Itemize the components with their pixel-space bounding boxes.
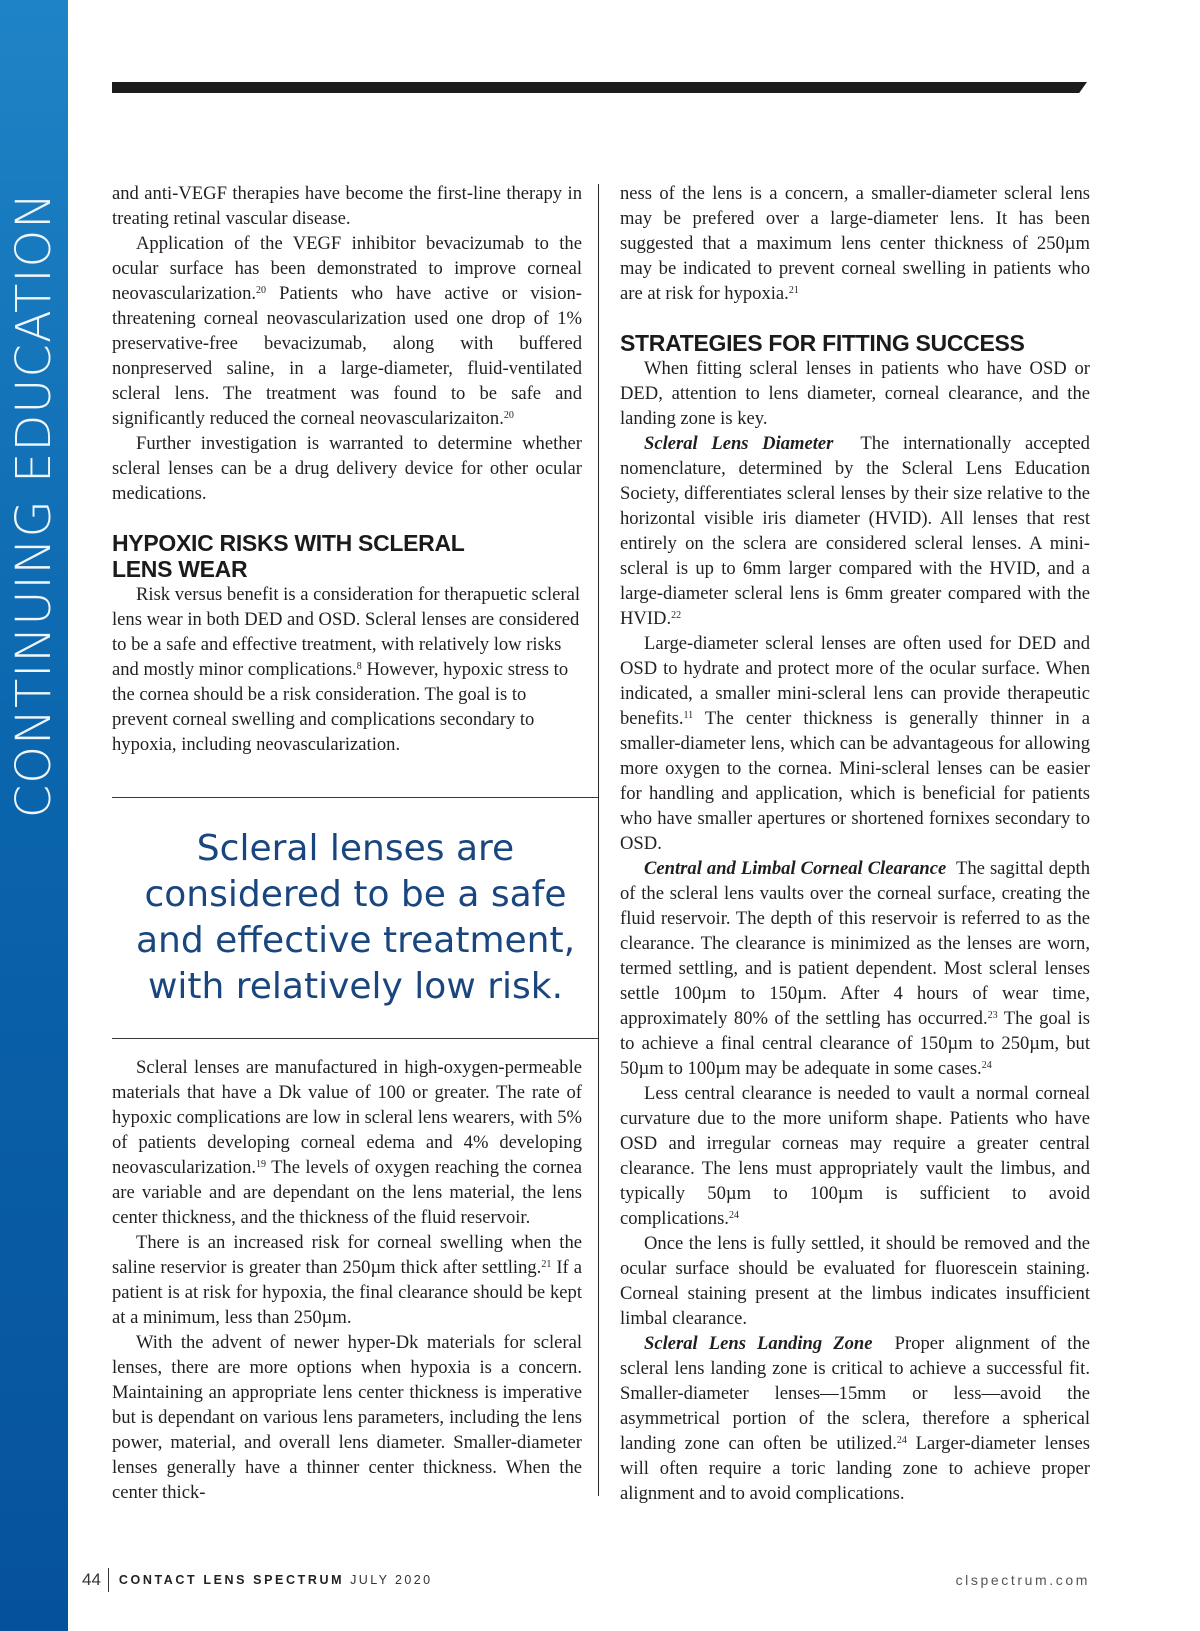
- citation: 24: [728, 1210, 739, 1221]
- footer-folio: [82, 1565, 432, 1595]
- citation: 22: [671, 610, 682, 621]
- text-run: The goal is to achieve a final central clearance of 150µm to 250µm, but 50µm to 100µm may be adequate in some cases.: [620, 1008, 1090, 1079]
- paragraph: [620, 1231, 1090, 1331]
- section-heading: HYPOXIC RISKS WITH SCLERAL LENS WEAR: [112, 530, 465, 582]
- text-run: ness of the lens is a concern, a smaller-diameter scleral lens may be prefered over a large-diameter lens. It has been suggested that a maximum lens center thickness of 250µm may be indicated to prevent corneal swelling in patients who are at risk for hypoxia.: [620, 183, 1090, 304]
- text-run: Patients who have active or vision-threatening corneal neovascularization used one drop of 1% preservative-free bevacizumab, along with buffered nonpreserved saline, in a large-diameter, fluid-ventilated scleral lens. The treatment was found to be safe and significantly reduced the corneal neovascularizaiton.: [112, 283, 582, 429]
- page-number: 44: [82, 1570, 101, 1589]
- publication-name: CONTACT LENS SPECTRUM: [118, 1573, 345, 1587]
- paragraph: [620, 356, 1090, 431]
- text-run: The sagittal depth of the scleral lens vaults over the corneal surface, creating the fluid reservoir. The depth of this reservoir is referred to as the clearance. The clearance is minimized as the lenses are worn, termed settling, and is patient dependent. Most scleral lenses settle 100µm to 150µm. After 4 hours of wear time, approximately 80% of the settling has occurred.: [620, 858, 1090, 1029]
- column-divider: [598, 184, 599, 1496]
- text-run: Proper alignment of the scleral lens landing zone is critical to achieve a successful fit. Smaller-diameter lenses—15mm or less—avoid the asymmetrical portion of the sclera, therefore a spherical landing zone can often be utilized.: [620, 1333, 1091, 1454]
- paragraph: [112, 1055, 582, 1230]
- paragraph: [620, 181, 1090, 306]
- text-run: Less central clearance is needed to vault a normal corneal curvature due to the more uniform shape. Patients who have OSD and irregular corneas may require a greater central clearance. The lens must appropriately vault the limbus, and typically 50µm to 100µm is sufficient to avoid complications.: [620, 1083, 1090, 1229]
- paragraph: [620, 1081, 1090, 1231]
- text-run: Larger-diameter lenses will often require a toric landing zone to achieve proper alignment and to avoid complications.: [620, 1433, 1090, 1504]
- top-rule: [112, 82, 1087, 93]
- text-run: Once the lens is fully settled, it should be removed and the ocular surface should be evaluated for fluorescein staining. Corneal staining present at the limbus indicates insufficient limbal clearance.: [620, 1233, 1090, 1329]
- subheading: Scleral Lens Landing Zone: [644, 1333, 873, 1354]
- text-run: The center thickness is generally thinner in a smaller-diameter lens, which can be advantageous for allowing more oxygen to the cornea. Mini-scleral lenses can be easier for handling and application, which is beneficial for patients who have smaller apertures or shortened fornixes secondary to OSD.: [620, 708, 1090, 854]
- pull-quote: [112, 797, 599, 1039]
- text-run: There is an increased risk for corneal swelling when the saline reservior is greater than 250µm thick after settling.: [112, 1232, 582, 1278]
- text-run: With the advent of newer hyper-Dk materials for scleral lenses, there are more options when hypoxia is a concern. Maintaining an appropriate lens center thickness is imperative but is dependant on various lens parameters, including the lens power, material, and overall lens diameter. Smaller-diameter lenses generally have a thinner center thickness. When the center thick-: [112, 1332, 582, 1503]
- citation: 19: [256, 1159, 267, 1170]
- issue-date: JULY 2020: [350, 1573, 433, 1587]
- paragraph: [620, 631, 1090, 856]
- citation: 21: [541, 1259, 552, 1270]
- paragraph: [112, 582, 582, 757]
- text-run: Scleral lenses are manufactured in high-oxygen-permeable materials that have a Dk value of 100 or greater. The rate of hypoxic complications are low in scleral lens wearers, with 5% of patients developing corneal edema and 4% developing neovascularization.: [112, 1057, 582, 1178]
- text-run: When fitting scleral lenses in patients who have OSD or DED, attention to lens diameter, corneal clearance, and the landing zone is key.: [620, 358, 1090, 429]
- text-run: The internationally accepted nomenclature, determined by the Scleral Lens Education Society, differentiates scleral lenses by their size relative to the horizontal visible iris diameter (HVID). All lenses that rest entirely on the sclera are considered scleral lenses. A mini-scleral is up to 6mm larger compared with the HVID, and a large-diameter scleral lens is 6mm greater compared with the HVID.: [620, 433, 1090, 629]
- paragraph: [112, 431, 582, 506]
- citation: 20: [503, 410, 514, 421]
- left-column-upper: [112, 181, 582, 757]
- paragraph: [112, 181, 582, 231]
- right-column: [620, 181, 1090, 1506]
- sidebar-band: [0, 0, 68, 1631]
- citation: 8: [356, 661, 362, 672]
- citation: 24: [896, 1435, 907, 1446]
- text-run: If a patient is at risk for hypoxia, the final clearance should be kept at a minimum, less than 250µm.: [112, 1257, 582, 1328]
- subheading: Central and Limbal Corneal Clearance: [644, 858, 947, 879]
- paragraph: [620, 431, 1090, 631]
- paragraph: [112, 1330, 582, 1505]
- paragraph: [620, 856, 1090, 1081]
- citation: 24: [981, 1060, 992, 1071]
- section-label-wrap: [6, 180, 63, 830]
- text-run: Application of the VEGF inhibitor bevacizumab to the ocular surface has been demonstrated to improve corneal neovascularization.: [112, 233, 582, 304]
- pull-quote-text: Scleral lenses are considered to be a safe and effective treatment, with relatively low risk.: [135, 828, 576, 1007]
- citation: 11: [683, 710, 694, 721]
- text-run: However, hypoxic stress to the cornea should be a risk consideration. The goal is to prevent corneal swelling and complications secondary to hypoxia, including neovascularization.: [112, 659, 569, 755]
- text-run: Large-diameter scleral lenses are often used for DED and OSD to hydrate and protect more of the ocular surface. When indicated, a smaller mini-scleral lens can provide therapeutic benefits.: [620, 633, 1090, 729]
- citation: 20: [256, 285, 267, 296]
- section-heading: STRATEGIES FOR FITTING SUCCESS: [620, 330, 1025, 356]
- left-column-lower: [112, 1055, 582, 1505]
- text-run: The levels of oxygen reaching the cornea are variable and are dependant on the lens material, the lens center thickness, and the thickness of the fluid reservoir.: [112, 1157, 582, 1228]
- footer-separator: [108, 1568, 109, 1592]
- citation: 23: [987, 1010, 998, 1021]
- paragraph: [112, 231, 582, 431]
- text-run: Risk versus benefit is a consideration for therapuetic scleral lens wear in both DED and OSD. Scleral lenses are considered to be a safe and effective treatment, with relatively low risks and mostly minor complications.: [112, 584, 581, 680]
- text-run: Further investigation is warranted to determine whether scleral lenses can be a drug delivery device for other ocular medications.: [112, 433, 582, 504]
- paragraph: [112, 1230, 582, 1330]
- website-url[interactable]: clspectrum.com: [955, 1572, 1090, 1588]
- subheading: Scleral Lens Diameter: [644, 433, 834, 454]
- paragraph: [620, 1331, 1090, 1506]
- text-run: and anti-VEGF therapies have become the first-line therapy in treating retinal vascular disease.: [112, 183, 582, 229]
- section-label: CONTINUING EDUCATION: [6, 191, 63, 819]
- citation: 21: [788, 285, 799, 296]
